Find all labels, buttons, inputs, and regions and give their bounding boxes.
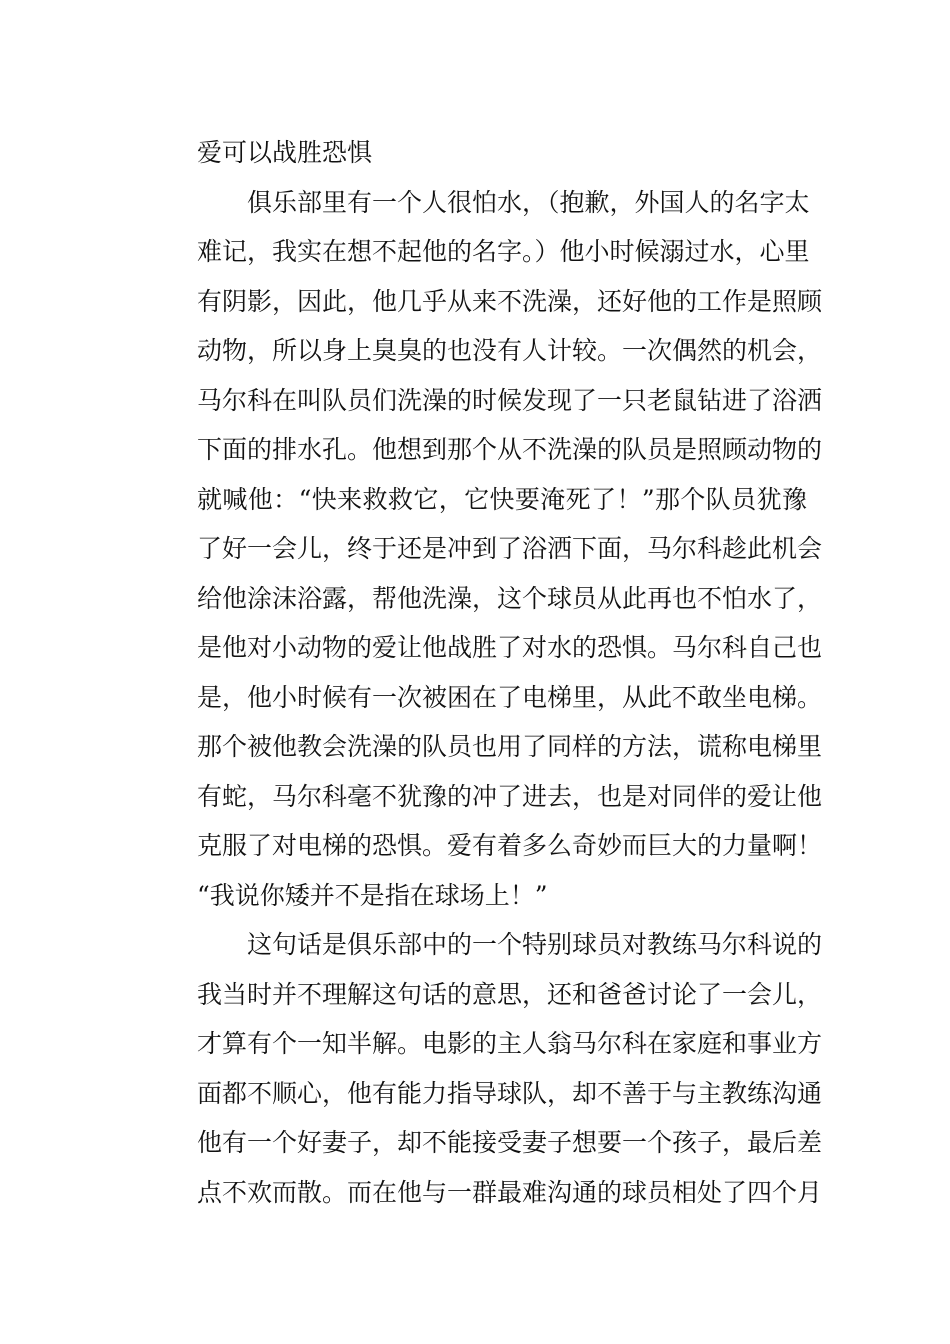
text-line: 是他对小动物的爱让他战胜了对水的恐惧。马尔科自己也	[197, 633, 823, 662]
text-line: 是，他小时候有一次被困在了电梯里，从此不敢坐电梯。	[197, 682, 823, 712]
paragraph-fear-of-water	[147, 178, 823, 871]
text-line: 才算有个一知半解。电影的主人翁马尔科在家庭和事业方	[197, 1029, 823, 1058]
text-line: 面都不顺心，他有能力指导球队，却不善于与主教练沟通	[197, 1078, 823, 1108]
document-body	[147, 128, 823, 1217]
text-line: 难记，我实在想不起他的名字。）他小时候溺过水，心里	[197, 237, 810, 266]
text-line: 那个被他教会洗澡的队员也用了同样的方法，谎称电梯里	[197, 732, 823, 761]
text-line: 有阴影，因此，他几乎从来不洗澡，还好他的工作是照顾	[197, 286, 823, 316]
text-line: 克服了对电梯的恐惧。爱有着多么奇妙而巨大的力量啊！	[197, 831, 823, 860]
text-line: 这句话是俱乐部中的一个特别球员对教练马尔科说的	[247, 930, 823, 959]
quote-heading: “我说你矮并不是指在球场上！”	[197, 880, 548, 910]
text-line: 有蛇，马尔科毫不犹豫的冲了进去，也是对同伴的爱让他	[197, 781, 823, 811]
text-line: 他有一个好妻子，却不能接受妻子想要一个孩子，最后差	[197, 1128, 823, 1157]
text-line: 我当时并不理解这句话的意思，还和爸爸讨论了一会儿，	[197, 979, 823, 1009]
text-line: 了好一会儿，终于还是冲到了浴洒下面，马尔科趁此机会	[197, 534, 823, 563]
section-title: 爱可以战胜恐惧	[197, 138, 373, 167]
text-line: 动物，所以身上臭臭的也没有人计较。一次偶然的机会，	[197, 336, 823, 365]
text-line: 给他涂沫浴露，帮他洗澡，这个球员从此再也不怕水了，	[197, 583, 823, 613]
text-line: 点不欢而散。而在他与一群最难沟通的球员相处了四个月	[197, 1177, 823, 1207]
paragraph-short-quote	[147, 920, 823, 1217]
text-line: 马尔科在叫队员们洗澡的时候发现了一只老鼠钻进了浴洒	[197, 385, 823, 415]
text-line: 就喊他：“快来救救它，它快要淹死了！”那个队员犹豫	[197, 484, 807, 514]
text-line: 俱乐部里有一个人很怕水，（抱歉，外国人的名字太	[247, 187, 810, 217]
text-line: 下面的排水孔。他想到那个从不洗澡的队员是照顾动物的	[197, 435, 823, 464]
